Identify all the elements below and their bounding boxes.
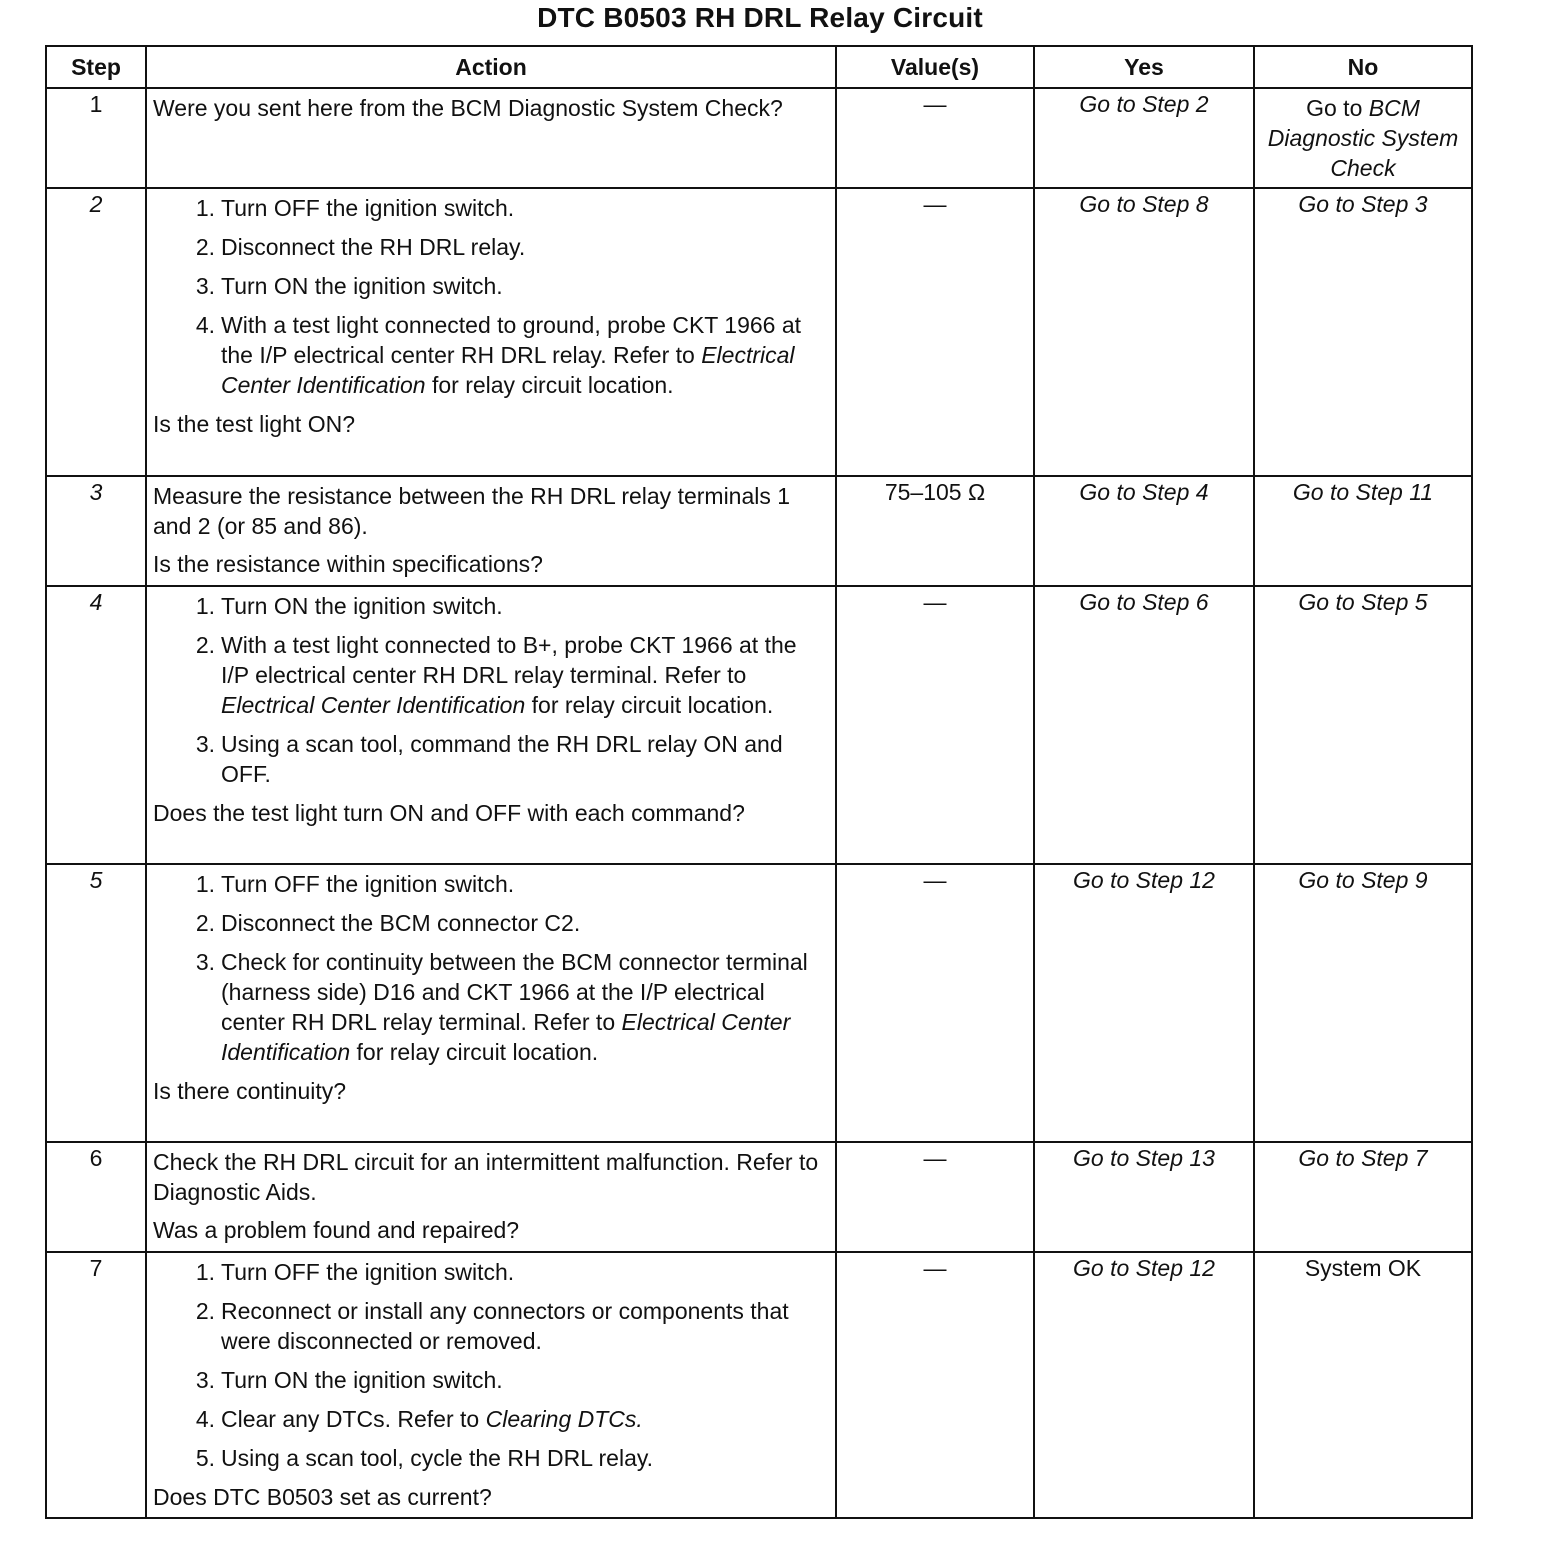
- action-cell: [146, 1252, 836, 1518]
- action-steps: [153, 869, 827, 1067]
- yes-cell: Go to Step 12: [1034, 1252, 1254, 1518]
- value-cell: 75–105 Ω: [836, 476, 1034, 586]
- action-text: Were you sent here from the BCM Diagnostic System Check?: [153, 95, 783, 121]
- header-step: Step: [46, 46, 146, 88]
- reference-link: Electrical Center Identification: [221, 342, 795, 398]
- no-cell: Go to Step 9: [1254, 864, 1472, 1142]
- value-cell: —: [836, 188, 1034, 476]
- action-step: 5. Using a scan tool, cycle the RH DRL relay.: [195, 1445, 654, 1471]
- no-cell: [1254, 88, 1472, 188]
- action-step: 3. Turn ON the ignition switch.: [195, 1367, 503, 1393]
- action-cell: [146, 476, 836, 586]
- action-step: 3. Check for continuity between the BCM connector terminal (harness side) D16 and CKT 1966 at the I/P electrical center RH DRL relay terminal. Refer to Electrical Center Identification for relay circuit location.: [195, 949, 808, 1065]
- value-cell: —: [836, 1142, 1034, 1252]
- action-question: Is the test light ON?: [153, 411, 355, 437]
- step-number: 2: [46, 188, 146, 476]
- action-cell: [146, 586, 836, 864]
- action-step: 1. Turn OFF the ignition switch.: [195, 195, 515, 221]
- action-step: 4. Clear any DTCs. Refer to Clearing DTCs.: [195, 1406, 643, 1432]
- table-row: [46, 1142, 1472, 1252]
- value-cell: —: [836, 864, 1034, 1142]
- step-number: 7: [46, 1252, 146, 1518]
- header-no: No: [1254, 46, 1472, 88]
- header-row: [46, 46, 1472, 88]
- table-row: [46, 1252, 1472, 1518]
- yes-cell: Go to Step 6: [1034, 586, 1254, 864]
- action-step: 3. Using a scan tool, command the RH DRL relay ON and OFF.: [195, 731, 783, 787]
- value-cell: —: [836, 1252, 1034, 1518]
- action-step: 2. With a test light connected to B+, probe CKT 1966 at the I/P electrical center RH DRL relay terminal. Refer to Electrical Center Identification for relay circuit location.: [195, 632, 797, 718]
- action-step: 4. With a test light connected to ground, probe CKT 1966 at the I/P electrical center RH DRL relay. Refer to Electrical Center Identification for relay circuit location.: [195, 312, 802, 398]
- header-yes: Yes: [1034, 46, 1254, 88]
- action-cell: [146, 1142, 836, 1252]
- step-number: 3: [46, 476, 146, 586]
- header-action: Action: [146, 46, 836, 88]
- action-step: 1. Turn OFF the ignition switch.: [195, 1259, 515, 1285]
- action-step: 2. Disconnect the BCM connector C2.: [195, 910, 581, 936]
- action-text: Measure the resistance between the RH DRL relay terminals 1 and 2 (or 85 and 86).: [153, 483, 791, 539]
- action-text: Check the RH DRL circuit for an intermittent malfunction. Refer to Diagnostic Aids.: [153, 1149, 819, 1205]
- yes-cell: Go to Step 13: [1034, 1142, 1254, 1252]
- no-cell: Go to Step 7: [1254, 1142, 1472, 1252]
- page-title: DTC B0503 RH DRL Relay Circuit: [537, 2, 983, 33]
- action-question: Does DTC B0503 set as current?: [153, 1484, 492, 1510]
- table-row: [46, 188, 1472, 476]
- action-step: 2. Reconnect or install any connectors or components that were disconnected or removed.: [195, 1298, 789, 1354]
- action-step: 1. Turn ON the ignition switch.: [195, 593, 503, 619]
- action-cell: [146, 88, 836, 188]
- yes-cell: Go to Step 4: [1034, 476, 1254, 586]
- action-steps: [153, 1257, 827, 1473]
- table-row: [46, 586, 1472, 864]
- action-cell: [146, 188, 836, 476]
- yes-cell: Go to Step 8: [1034, 188, 1254, 476]
- no-cell: Go to Step 11: [1254, 476, 1472, 586]
- table-row: [46, 864, 1472, 1142]
- action-steps: [153, 193, 827, 400]
- action-question: Does the test light turn ON and OFF with each command?: [153, 800, 745, 826]
- table-row: [46, 476, 1472, 586]
- no-cell: Go to Step 3: [1254, 188, 1472, 476]
- value-cell: —: [836, 586, 1034, 864]
- no-prefix: Go to: [1306, 95, 1363, 121]
- action-question: Was a problem found and repaired?: [153, 1217, 520, 1243]
- step-number: 6: [46, 1142, 146, 1252]
- action-step: 3. Turn ON the ignition switch.: [195, 273, 503, 299]
- table-row: [46, 88, 1472, 188]
- reference-link: Electrical Center Identification: [221, 692, 526, 718]
- value-cell: —: [836, 88, 1034, 188]
- yes-cell: Go to Step 2: [1034, 88, 1254, 188]
- action-question: Is the resistance within specifications?: [153, 551, 543, 577]
- action-cell: [146, 864, 836, 1142]
- no-cell: Go to Step 5: [1254, 586, 1472, 864]
- reference-link: Electrical Center Identification: [221, 1009, 791, 1065]
- reference-link: Clearing DTCs.: [485, 1406, 643, 1432]
- diagnostic-table: [45, 45, 1473, 1519]
- action-step: 1. Turn OFF the ignition switch.: [195, 871, 515, 897]
- yes-cell: Go to Step 12: [1034, 864, 1254, 1142]
- step-number: 4: [46, 586, 146, 864]
- action-step: 2. Disconnect the RH DRL relay.: [195, 234, 526, 260]
- action-question: Is there continuity?: [153, 1078, 347, 1104]
- step-number: 1: [46, 88, 146, 188]
- action-steps: [153, 591, 827, 789]
- step-number: 5: [46, 864, 146, 1142]
- header-values: Value(s): [836, 46, 1034, 88]
- no-link: BCM Diagnostic System Check: [1267, 95, 1459, 181]
- no-cell: System OK: [1254, 1252, 1472, 1518]
